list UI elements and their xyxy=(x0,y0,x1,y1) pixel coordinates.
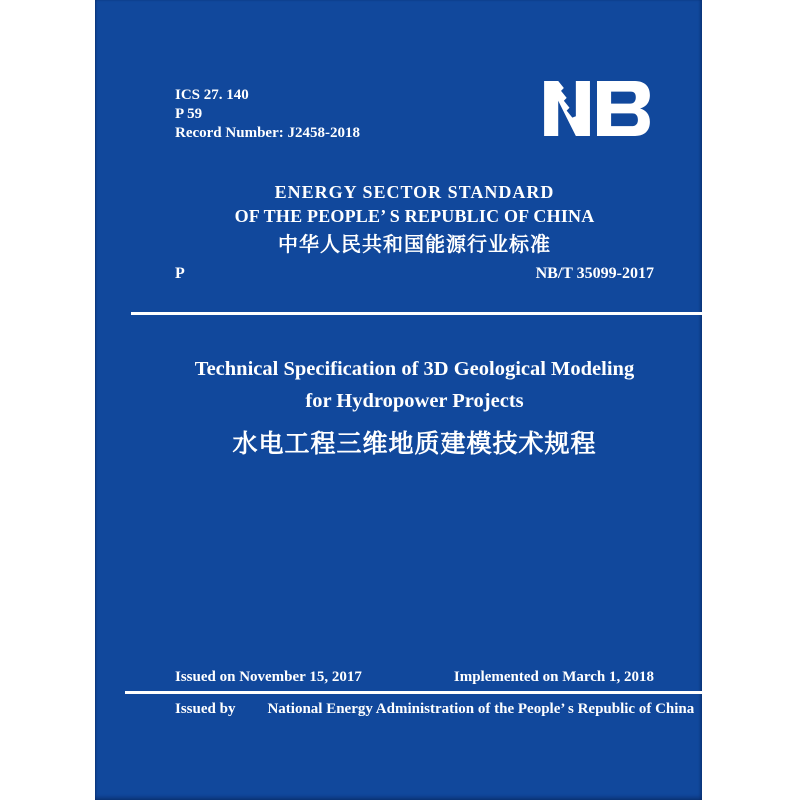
standard-heading-en-line1: ENERGY SECTOR STANDARD xyxy=(274,182,555,202)
issued-by-label: Issued by xyxy=(175,701,236,717)
p-classification: P 59 xyxy=(175,106,203,122)
title-en-line1: Technical Specification of 3D Geological Modeling xyxy=(194,358,635,380)
nb-logo-letter-n xyxy=(544,81,590,136)
nb-logo-letter-b xyxy=(597,81,650,136)
title-zh: 水电工程三维地质建模技术规程 xyxy=(232,430,597,458)
standard-code: NB/T 35099-2017 xyxy=(535,265,654,282)
standard-heading-en-line2: OF THE PEOPLE’ S REPUBLIC OF CHINA xyxy=(234,206,595,226)
code-row xyxy=(175,265,654,283)
standard-heading-zh: 中华人民共和国能源行业标准 xyxy=(278,234,551,256)
classification-block xyxy=(175,86,360,143)
bottom-divider-rule xyxy=(125,691,702,694)
ics-code: ICS 27. 140 xyxy=(175,87,249,103)
standard-cover-page xyxy=(95,0,702,800)
title-en-line2: for Hydropower Projects xyxy=(305,390,524,412)
implemented-date: Implemented on March 1, 2018 xyxy=(453,669,654,685)
issuer-name: National Energy Administration of the People’ s Republic of China xyxy=(267,701,695,717)
nb-logo-icon xyxy=(544,81,650,136)
issuer-row xyxy=(175,701,695,718)
dates-row xyxy=(175,669,654,686)
record-number: Record Number: J2458-2018 xyxy=(175,125,360,141)
top-divider-rule xyxy=(131,312,702,315)
document-class-letter: P xyxy=(175,265,185,282)
issued-date: Issued on November 15, 2017 xyxy=(175,669,362,685)
